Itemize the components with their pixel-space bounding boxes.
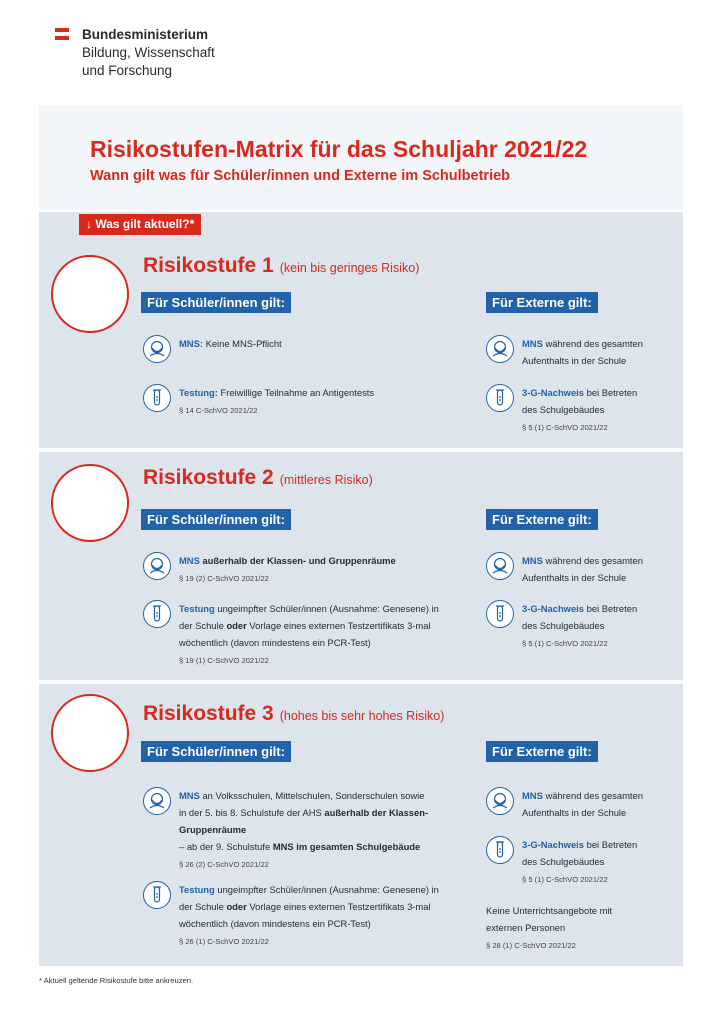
footnote: * Aktuell geltende Risikostufe bitte ankreuzen. [39,976,194,985]
legal-reference: § 19 (1) C-SchVO 2021/22 [179,656,269,665]
level-risk: (kein bis geringes Risiko) [279,261,420,275]
students-header: Für Schüler/innen gilt: [141,509,291,530]
test-tube-icon [143,881,171,909]
legal-reference: § 5 (1) C-SchVO 2021/22 [522,423,608,432]
title-box [39,105,683,210]
risk-level-3-panel: Risikostufe 3 (hohes bis sehr hohes Risiko) Für Schüler/innen gilt: Für Externe gilt: MNS an Volksschulen, Mittelschulen, Sonderschulen sowie in der 5. bis 8. Schulstufe der AHS außerhalb der Klassen- Gruppenräume – ab der 9. Schulstufe MNS im gesamten Schulgebäude § 26 (2) C-SchVO 2021/22 Testung ungeimpfter Schüler/innen (Ausnahme: Genesene) in der Schule oder Vorlage eines externen Testzertifikats 3-mal wöchentlich (davon mindestens ein PCR-Test) § 26 (1) C-SchVO 2021/22 MNS während des gesamten Aufenthalts in der Schule 3-G-Nachweis bei Betreten des Schulgebäudes § 5 (1) C-SchVO 2021/22 Keine Unterrichtsangebote mit externen Personen § 28 (1) C-SchVO 2021/22 [39,684,683,966]
risk-level-2-panel: Risikostufe 2 (mittleres Risiko) Für Schüler/innen gilt: Für Externe gilt: MNS außerhalb der Klassen- und Gruppenräume § 19 (2) C-SchVO 2021/22 Testung ungeimpfter Schüler/innen (Ausnahme: Genesene) in der Schule oder Vorlage eines externen Testzertifikats 3-mal wöchentlich (davon mindestens ein PCR-Test) § 19 (1) C-SchVO 2021/22 MNS während des gesamten Aufenthalts in der Schule 3-G-Nachweis bei Betreten des Schulgebäudes § 5 (1) C-SchVO 2021/22 [39,452,683,680]
level-risk: (mittleres Risiko) [279,473,373,487]
risk-level-1-panel: Risikostufe 1 (kein bis geringes Risiko) Für Schüler/innen gilt: Für Externe gilt: MNS: Keine MNS-Pflicht Testung: Freiwillige Teilnahme an Antigentests § 14 C-SchVO 2021/22 MNS während des gesamten Aufenthalts in der Schule 3-G-Nachweis bei Betreten des Schulgebäudes § 5 (1) C-SchVO 2021/22 [39,212,683,448]
externals-no-offers-note: Keine Unterrichtsangebote mit externen Personen § 28 (1) C-SchVO 2021/22 [486,905,613,950]
face-mask-icon [143,335,171,363]
ministry-name-line2: Bildung, Wissenschaft [82,45,215,60]
test-tube-icon [486,600,514,628]
page-title: Risikostufen-Matrix für das Schuljahr 2021/22 [90,136,588,162]
face-mask-icon [143,552,171,580]
legal-reference: § 5 (1) C-SchVO 2021/22 [522,639,608,648]
page-subtitle: Wann gilt was für Schüler/innen und Externe im Schulbetrieb [90,168,511,184]
level-3-title [143,702,444,726]
ministry-name-line3: und Forschung [82,63,173,78]
level-name: Risikostufe 1 [143,254,274,277]
current-level-tag: ↓ Was gilt aktuell?* [79,214,201,235]
legal-reference: § 14 C-SchVO 2021/22 [179,406,258,415]
austria-flag-icon [55,28,69,40]
face-mask-icon [486,335,514,363]
legal-reference: § 26 (2) C-SchVO 2021/22 [179,860,269,869]
level-2-checkbox[interactable] [51,464,129,542]
level-name: Risikostufe 2 [143,466,274,489]
face-mask-icon [143,787,171,815]
level-risk: (hohes bis sehr hohes Risiko) [279,709,445,723]
level-3-checkbox[interactable] [51,694,129,772]
test-tube-icon [143,600,171,628]
level-1-title [143,254,419,278]
externals-header: Für Externe gilt: [486,292,598,313]
test-tube-icon [486,836,514,864]
level-1-checkbox[interactable] [51,255,129,333]
ministry-name-line1: Bundesministerium [82,27,209,42]
legal-reference: § 28 (1) C-SchVO 2021/22 [486,941,576,950]
legal-reference: § 26 (1) C-SchVO 2021/22 [179,937,269,946]
externals-header: Für Externe gilt: [486,741,598,762]
externals-header: Für Externe gilt: [486,509,598,530]
legal-reference: § 19 (2) C-SchVO 2021/22 [179,574,269,583]
students-header: Für Schüler/innen gilt: [141,292,291,313]
legal-reference: § 5 (1) C-SchVO 2021/22 [522,875,608,884]
face-mask-icon [486,787,514,815]
face-mask-icon [486,552,514,580]
test-tube-icon [486,384,514,412]
test-tube-icon [143,384,171,412]
students-header: Für Schüler/innen gilt: [141,741,291,762]
level-name: Risikostufe 3 [143,702,274,725]
level-2-title [143,466,373,490]
